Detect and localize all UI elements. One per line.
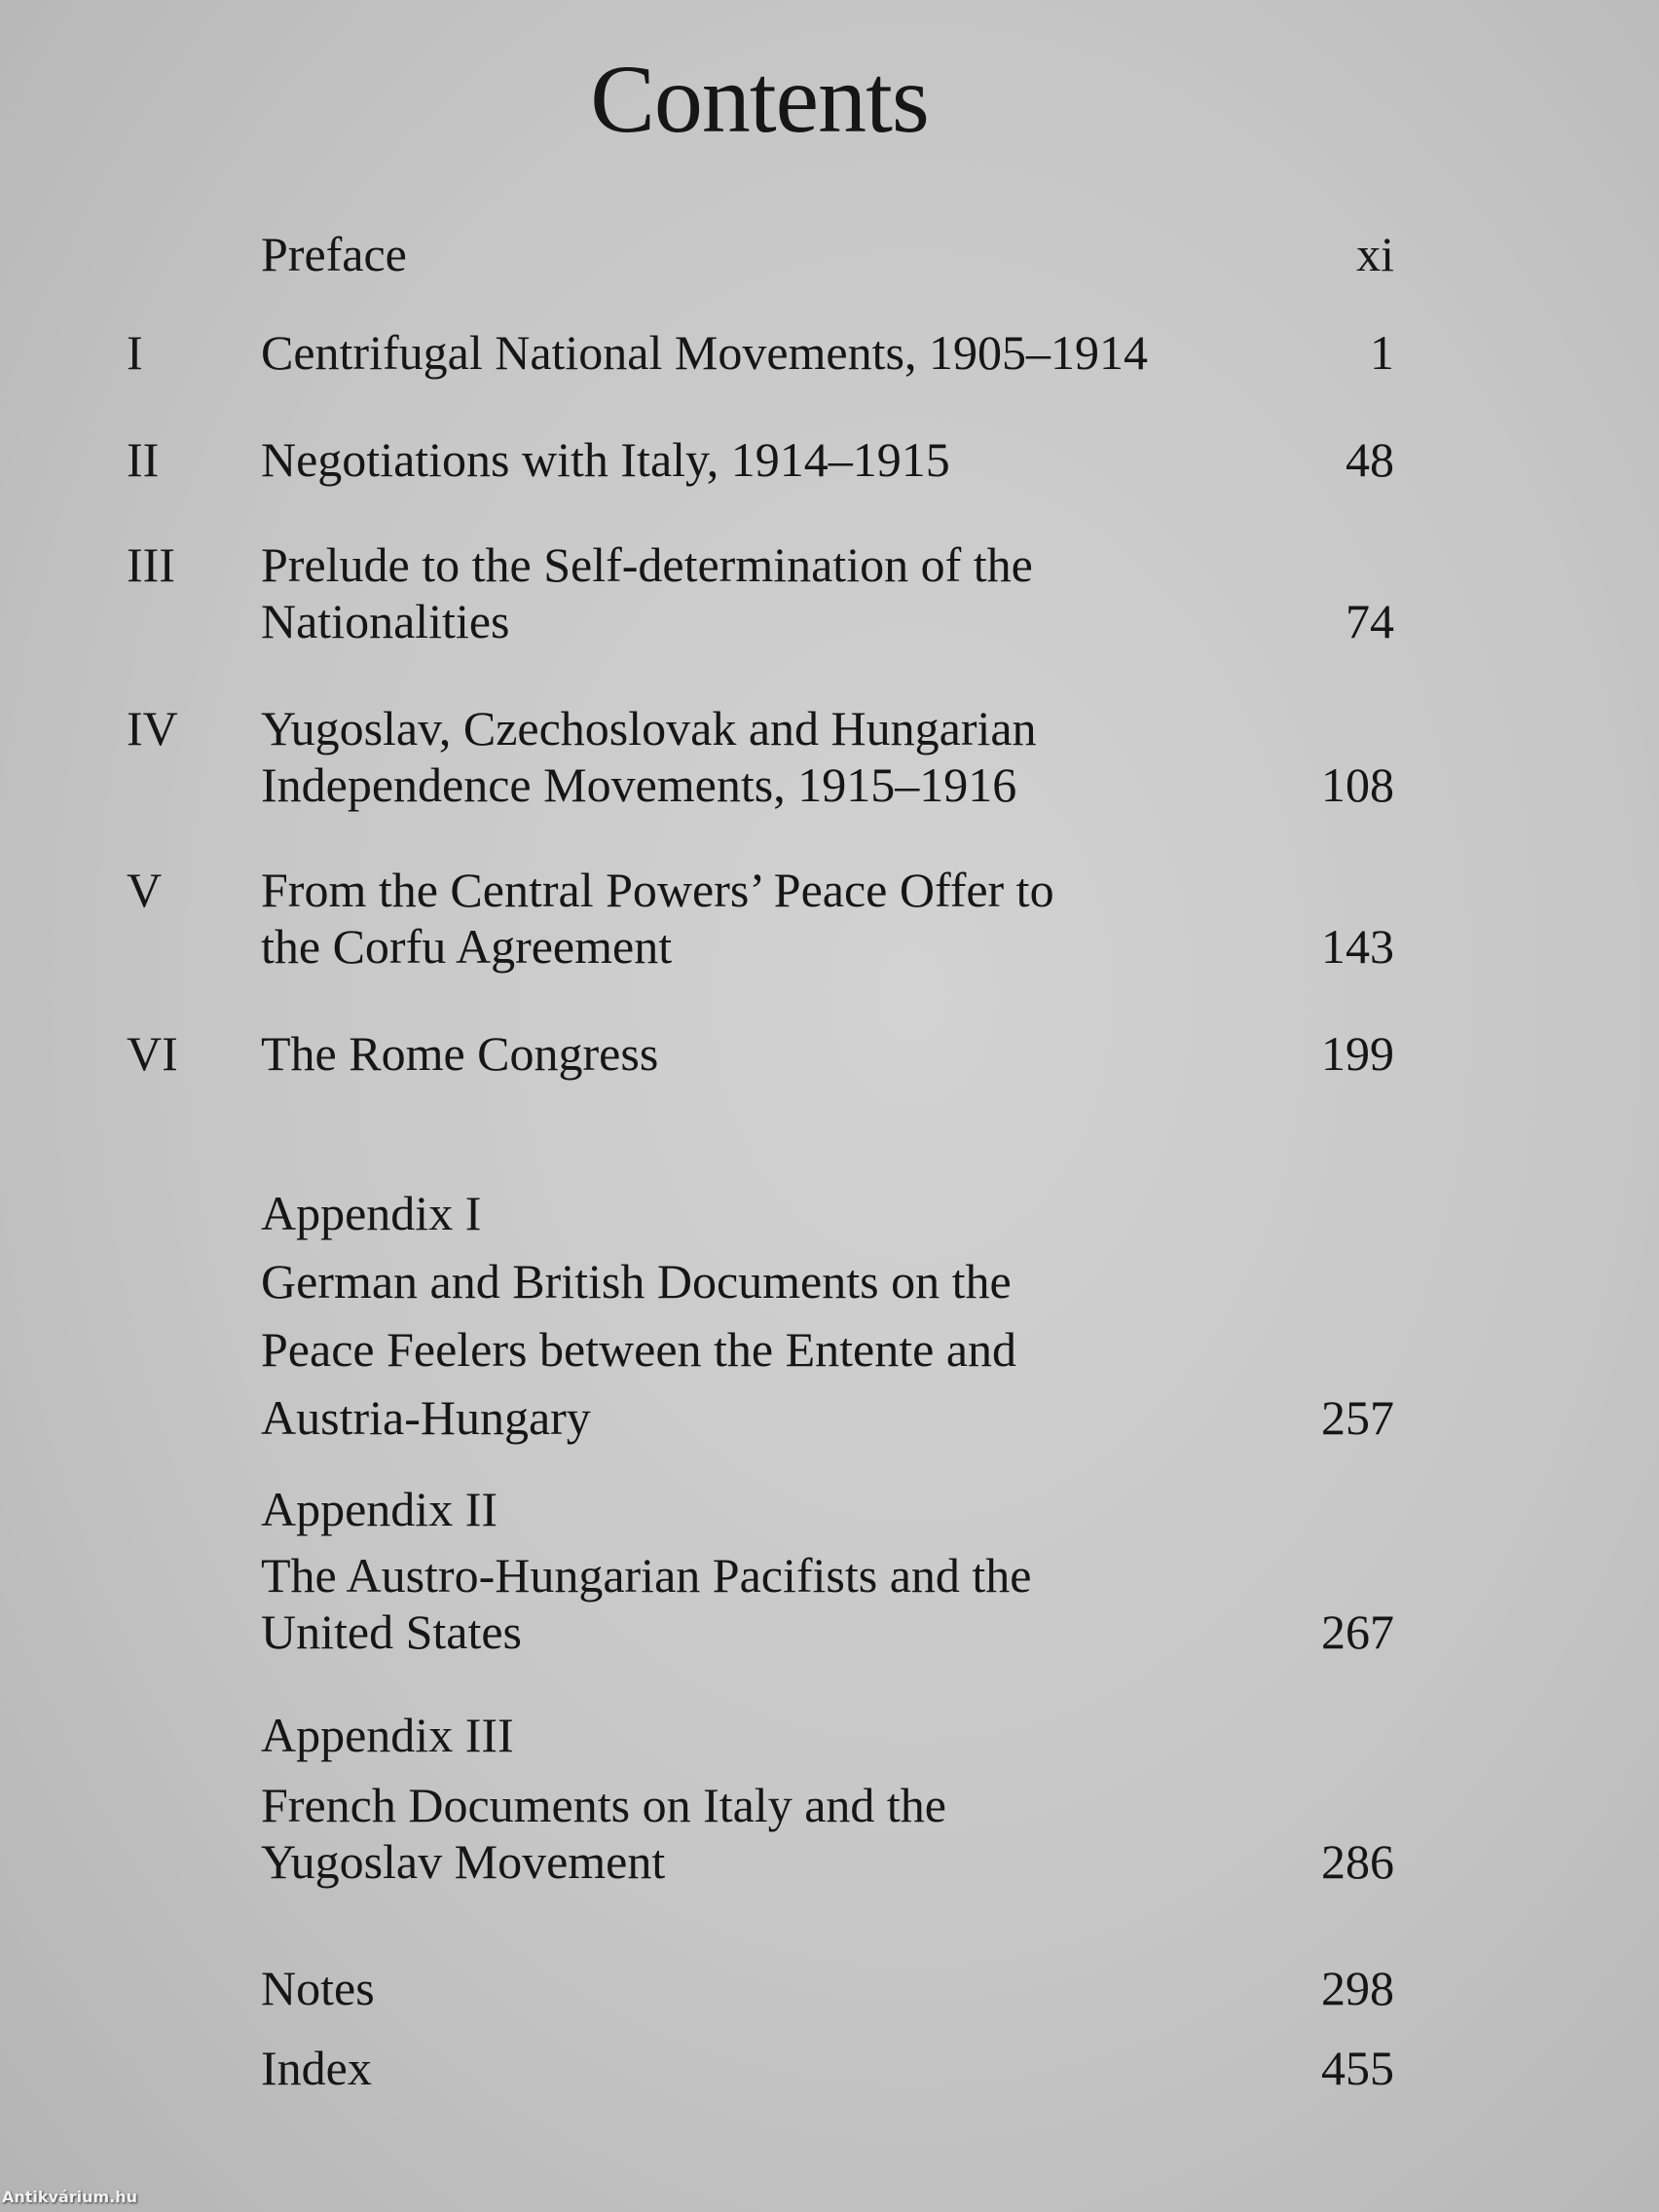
entry-title: [261, 862, 1235, 975]
toc-entry: [0, 324, 1659, 381]
entry-title-line: The Rome Congress: [261, 1026, 659, 1081]
chapter-number: V: [127, 863, 163, 917]
entry-title-line: Independence Movements, 1915–1916: [261, 757, 1017, 812]
entry-title-line: German and British Documents on the: [261, 1254, 1012, 1309]
chapter-number: III: [127, 537, 175, 592]
page-number: 199: [1321, 1026, 1394, 1081]
entry-title-line: The Austro-Hungarian Pacifists and the: [261, 1548, 1032, 1603]
entry-title-line: Appendix II: [261, 1482, 498, 1536]
entry-title-line: French Documents on Italy and the: [261, 1778, 946, 1832]
page-number: 1: [1370, 325, 1394, 380]
page-number: 48: [1346, 432, 1394, 487]
entry-title-line: Peace Feelers between the Entente and: [261, 1322, 1017, 1377]
entry-title-line: Negotiations with Italy, 1914–1915: [261, 432, 950, 487]
toc-entry: [0, 862, 1659, 975]
toc-entry: [0, 1481, 1659, 1660]
entry-title-line: Appendix III: [261, 1708, 514, 1762]
entry-title: [261, 1481, 1235, 1660]
entry-title: [261, 536, 1235, 649]
entry-title: [261, 1960, 1235, 2016]
entry-title-line: Yugoslav Movement: [261, 1834, 666, 1889]
chapter-number: II: [127, 432, 160, 487]
toc-entry: [0, 1025, 1659, 1082]
entry-title-line: Preface: [261, 227, 407, 281]
entry-title-line: Prelude to the Self-determination of the: [261, 537, 1033, 592]
toc-entry: [0, 226, 1659, 282]
entry-title-line: the Corfu Agreement: [261, 919, 673, 974]
page-number: 455: [1321, 2041, 1394, 2095]
entry-title-line: Yugoslav, Czechoslovak and Hungarian: [261, 701, 1037, 756]
page-number: 108: [1321, 757, 1394, 812]
chapter-number: IV: [127, 701, 178, 756]
toc-entry: [0, 2040, 1659, 2096]
toc-entry: [0, 700, 1659, 813]
entry-title: [261, 324, 1235, 381]
page-number: 257: [1321, 1390, 1394, 1445]
page-title: Contents: [590, 45, 929, 153]
toc-entry: [0, 1185, 1659, 1446]
entry-title-line: Nationalities: [261, 594, 510, 648]
page-number: 267: [1321, 1604, 1394, 1659]
entry-title-line: Centrifugal National Movements, 1905–1914: [261, 325, 1148, 380]
toc-entry: [0, 431, 1659, 488]
entry-title-line: United States: [261, 1604, 523, 1659]
watermark: Antikvárium.hu: [2, 2188, 138, 2206]
entry-title-line: Appendix I: [261, 1186, 482, 1240]
chapter-number: VI: [127, 1026, 178, 1081]
entry-title: [261, 700, 1235, 813]
entry-title-line: Notes: [261, 1961, 375, 2015]
entry-title: [261, 431, 1235, 488]
entry-title-line: Index: [261, 2041, 372, 2095]
toc-entry: [0, 1960, 1659, 2016]
page-number: 74: [1346, 594, 1394, 648]
entry-title: [261, 2040, 1235, 2096]
entry-title-line: Austria-Hungary: [261, 1390, 591, 1445]
toc-entry: [0, 1707, 1659, 1890]
entry-title-line: From the Central Powers’ Peace Offer to: [261, 863, 1054, 917]
page-number: 286: [1321, 1834, 1394, 1889]
entry-title: [261, 226, 1235, 282]
entry-title: [261, 1185, 1235, 1446]
chapter-number: I: [127, 325, 143, 380]
page-number: 143: [1321, 919, 1394, 974]
entry-title: [261, 1025, 1235, 1082]
entry-title: [261, 1707, 1235, 1890]
page-number: 298: [1321, 1961, 1394, 2015]
toc-entry: [0, 536, 1659, 649]
page-number: xi: [1356, 227, 1394, 281]
